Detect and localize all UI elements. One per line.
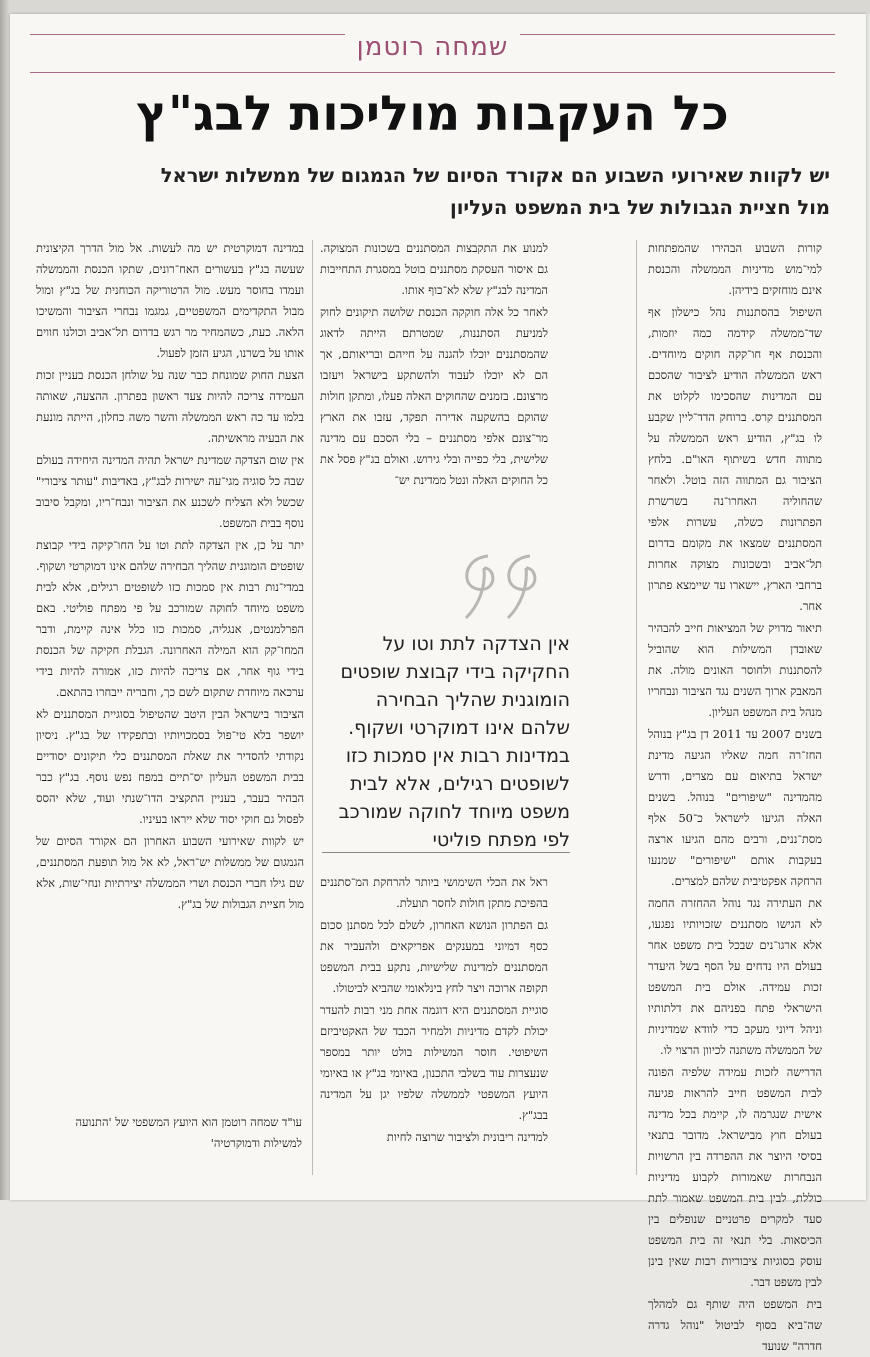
paragraph: יתר על כן, אין הצדקה לתת וטו על החו־קיקה בידי קבוצת שופטים הומוגנית שהליך הבחירה שלהם אינו דמוקרטי ושקוף. במדי־נות רבות אין סמכות כזו לשופטים רגילים, אלא לבית משפט מיוחד לחוקה שמורכב על פי מפתח פוליטי. באם הפרלמנטים, אנגליה, סמכות כזו כלל אינה קיימת, ודבר המחו־קק הוא המילה האחרונה. הגבלת חקיקה של הכנסת בידי גוף אחר, אם צריכה להיות כזו, אמורה להיות בידי ערכאה מיוחדת שתקום לשם כך, וחבריה ייבחרו בהתאם. [36, 538, 304, 699]
paragraph: בשנים 2007 עד 2011 דן בג"ץ בנוהל החז־רה חמה שאליו הגיעה מדינת ישראל בתיאום עם מצרים, ודרש מהמדינה "שיפורים" בנוהל. בשנים האלה הגיעו לישראל כ־50 אלף מסת־ננים, ורבים מהם הגיעו ארצה בעקבות אותם "שיפורים" שמנעו הרחקה אפקטיבית שלהם למצרים. [648, 727, 823, 888]
column-divider [312, 240, 313, 1175]
paragraph: במדינה דמוקרטית יש מה לעשות. אל מול הדרך הקיצונית שעשה בג"ץ בעשורים האח־רונים, שתקו הכנסת והממשלה ועמדו בחוסר מעש. מול הרטוריקה הכוחנית של בג"ץ ומול מבול התקדימים המשפטיים, גמגמו נבחרי הציבור והמשיכו הלאה. כעת, כשהמחיר מר רגש בדרום תל־אביב וכולנו חווים אותו על בשרנו, הגיע הזמן לפעול. [36, 241, 304, 360]
paragraph: השיפול בהסתננות נהל כישלון אף שד־ממשלה קידמה כמה יוזמות, והכנסת אף חו־קקה חוקים מיוחדים. ראש הממשלה הודיע לציבור שהסכם עם המדינות שהסכימו לקלוט את המסתננים קרס. ברוחק הדד־ליין שקבע לו בג"ץ, הודיע ראש הממשלה על מתווה חדש בשיתוף האו"ם. בלחץ הציבור גם המתווה הזה בוטל. ולאחר שהחוליה האחרו־נה בשרשרת הפתרונות כשלה, עשרות אלפי המסתננים שמצאו את מקומם בדרום תל־אביב ובשכונות מצוקה אחרות ברחבי הארץ, יישארו עד שיימצא פתרון אחר. [648, 305, 822, 613]
paragraph: הדרישה לזכות עמידה שלפיה הפונה לבית המשפט חייב להראות פגיעה אישית שנגרמה לו, קיימת בכל מדינה בעולם חוץ מבישראל. מדובר בתנאי בסיסי היוצר את ההפרדה בין הרשויות הנבחרות שאמורות לקבוע מדיניות כוללת, לבין בית המשפט שאמור לתת סעד למקרים פרטניים שנופלים בין הכיסאות. בלי תנאי זה בית המשפט עוסק בסוגיות ציבוריות רבות שאין בינן לבין משפט דבר. [648, 1065, 822, 1289]
pull-quote-rule [322, 852, 570, 853]
pull-quote: אין הצדקה לתת וטו על החקיקה בידי קבוצת שופטים הומוגנית שהליך הבחירה שלהם אינו דמוקרטי ושקוף. במדינות רבות אין סמכות כזו לשופטים רגילים, אלא לבית משפט מיוחד לחוקה שמורכב לפי מפתח פוליטי [338, 633, 570, 851]
column-middle-top [320, 238, 548, 560]
paragraph: בית המשפט היה שותף גם למהלך שה־ביא בסוף לביטול "נוהל גדרה חדרה" שנועד [648, 1297, 822, 1353]
paragraph: תיאור מדויק של המציאות חייב להבהיר שאובדן המשילות הוא שהוביל להסתננות ולחוסר האונים מולה. את המאבק ארוך השנים נגד הציבור ונבחריו מנהל בית המשפט העליון. [648, 621, 822, 719]
column-divider [636, 240, 637, 1175]
paragraph: את העתירה נגד נוהל ההחזרה החמה לא הגישו מסתננים שזכויותיו נפגעו, אלא ארגו־נים שבכל בית משפט אחר בעולם היו נדחים על הסף בשל היעדר זכות עמידה. אולם בית המשפט הישראלי פתח בפניהם את דלתותיו וניהל דיוני מעקב כדי לוודא שמדיניות של הממשלה משתנה לכיוון הרצוי לו. [648, 896, 822, 1057]
paragraph: למנוע את התקבצות המסתננים בשכונות המצוקה. גם איסור העסקת מסתננים בוטל במסגרת התחייבות המדינה לבג"ץ שלא לא־כוף אותו. [320, 241, 548, 297]
headline: כל העקבות מוליכות לבג"ץ [136, 86, 729, 142]
column-right [648, 238, 823, 1353]
paragraph: יש לקוות שאירועי השבוע האחרון הם אקורד הסיום של הגמגום של ממשלות יש־ראל, לא אל מול תופעת המסתננים, שם גילו חברי הכנסת ושרי הממשלה יצירתיות ונחי־שות, אלא מול חציית הגבולות של בג"ץ. [36, 834, 304, 911]
headline-rule [30, 72, 835, 73]
author-footnote: עו"ד שמחה רוטמן הוא היועץ המשפטי של 'התנועה למשילות ודמוקרטיה' [75, 1115, 302, 1150]
author-byline [30, 32, 835, 62]
paragraph: אין שום הצדקה שמדינת ישראל תהיה המדינה היחידה בעולם שבה כל סוגיה מגי־עה ישירות לבג"ץ, באדיבות "עותר ציבורי" שכשל ולא הצליח לשכנע את הציבור ונבח־ריו, ומקבל סיבוב נוסף בבית המשפט. [36, 453, 304, 530]
paragraph: למדינה ריבונית ולציבור שרוצה לחיות [386, 1130, 548, 1144]
paragraph: הציבור בישראל הבין היטב שהטיפול בסוגיית המסתננים לא יושפר בלא טי־פול בסמכויותיו ובתפקידו של בג"ץ. ניסיון נקודתי להסדיר את שאלת המסתננים כלי תיקונים יסודיים בבית המשפט העליון יס־תיים במפח נפש נוסף. בג"ץ כבר הבהיר בעבר, בעניין התקציב הדו־שנתי ועוד, שלא יהסס לפסול גם חוקי יסוד שלא ייראו בעיניו. [36, 707, 304, 826]
binding-edge [0, 0, 10, 1200]
page-top-strip [0, 0, 870, 14]
paragraph: לאחר כל אלה חוקקה הכנסת שלושה תיקונים לחוק למניעת הסתננות, שמטרתם הייתה לדאוג שהמסתננים יוכלו להגנה על חייהם ובריאותם, אך הם לא יוכלו לעבוד ולהשתקע בישראל ויעזבו מרצונם. בזמנים שהחוקים האלה פעלו, ומתקן חולות שהוקם בהשקעה אדירה תפקד, עזבו את הארץ מר־צונם אלפי מסתננים – בלי הסכם עם מדינה שלישית, בלי כפייה ובלי גירוש. ואולם בג"ץ פסל את כל החוקים האלה ונטל ממדינת יש־ [320, 305, 548, 487]
column-left [36, 238, 304, 1094]
paragraph: ראל את הכלי השימושי ביותר להרחקת המ־סתננים בהפיכת מתקן חולות לחסר תועלת. [320, 875, 548, 910]
subheadline: יש לקוות שאירועי השבוע הם אקורד הסיום של הגמגום של ממשלות ישראל מול חציית הגבולות של בית המשפט העליון [160, 164, 830, 219]
paragraph: סוגיית המסתננים היא דוגמה אחת מני רבות להעדר יכולת לקדם מדיניות ולמחיר הכבד של האקטיביזם השיפוטי. חוסר המשילות בולט יותר במספר שנעצרות עוד בשלבי התכנון, באיומי בג"ץ או באיומי היועץ המשפטי לממשלה שלפיו יגן על המדינה בבג"ץ. [320, 1003, 548, 1122]
paragraph: הצעת החוק שמונחת כבר שנה על שולחן הכנסת בעניין זכות העמידה צריכה להיות צעד ראשון בפתרון. ההצעה, שאותה בלמו עד כה ראש הממשלה והשר משה כחלון, הייתה מונעת את הבעיה מראשיתה. [36, 368, 304, 445]
quote-mark-icon [460, 548, 550, 628]
paragraph: גם הפתרון הנושא האחרון, לשלם לכל מסתנן סכום כסף דמיוני במענקים אפריקאים ולהעביר את המסתננים למדינות שלישיות, נתקע בבית המשפט תקופה ארוכה ויצר לחץ בינלאומי שהביא לביטולו. [320, 918, 548, 995]
paragraph: קורות השבוע הבהירו שהמפתחות למי־מוש מדיניות הממשלה והכנסת אינם מוחזקים בידיהן. [648, 241, 822, 297]
author-name: שמחה רוטמן [345, 32, 521, 62]
column-middle-bottom [320, 872, 548, 1182]
